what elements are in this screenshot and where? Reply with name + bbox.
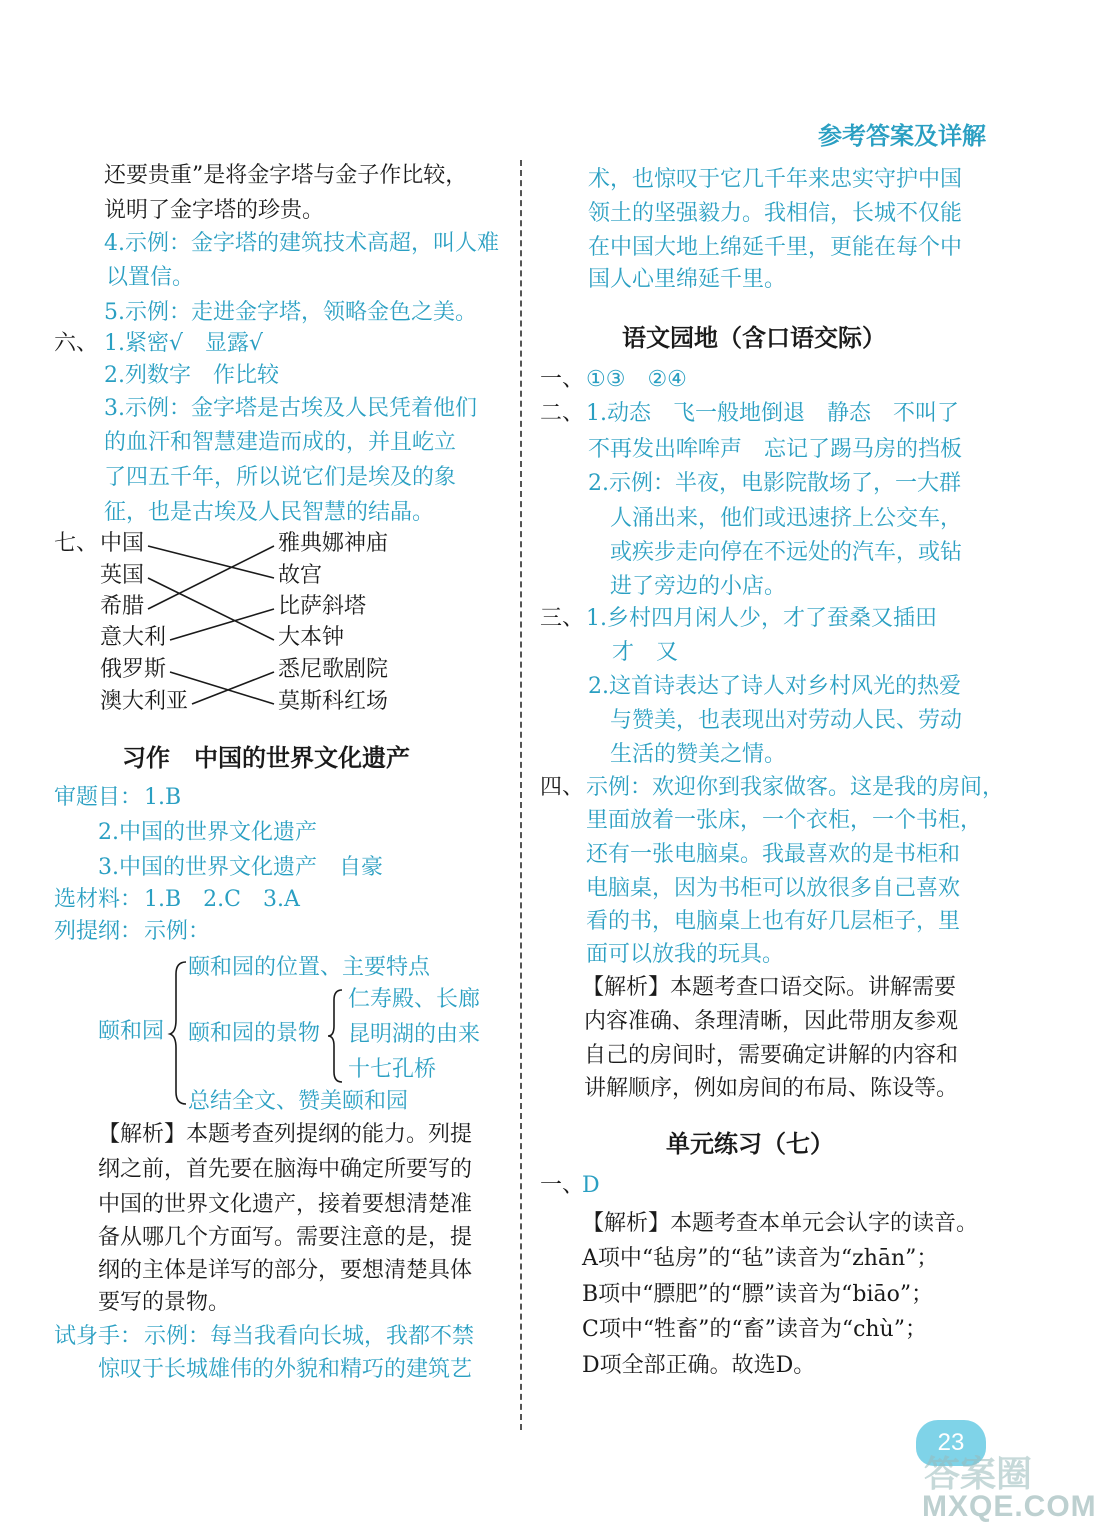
- analysis-line: 备从哪几个方面写。需要注意的是，提: [98, 1225, 473, 1250]
- answer-line: 术，也惊叹于它几千年来忠实守护中国: [588, 167, 963, 192]
- matching-line: [192, 672, 274, 704]
- outline-branch-2: 颐和园的景物: [188, 1021, 321, 1046]
- answer-line: 4.示例：金字塔的建筑技术高超，叫人难: [104, 231, 499, 256]
- matching-country: 英国: [100, 563, 145, 588]
- answer-line: 进了旁边的小店。: [610, 574, 787, 599]
- answer-line: 征，也是古埃及人民智慧的结晶。: [104, 500, 435, 525]
- question-number: 三、: [540, 606, 585, 631]
- answer-line: C项中“牲畜”的“畜”读音为“chù”；: [582, 1317, 927, 1342]
- answer-line: 面可以放我的玩具。: [586, 942, 785, 967]
- answer-line: 里面放着一张床，一个衣柜，一个书柜，: [586, 808, 983, 833]
- answer-line: 1.乡村四月闲人少，才了蚕桑又插田: [586, 606, 937, 631]
- answer-line: 3.中国的世界文化遗产 自豪: [98, 855, 383, 880]
- outline-brace-sub: [326, 986, 348, 1086]
- answer-line: 还要贵重”是将金字塔与金子作比较，: [104, 163, 468, 188]
- page-number: 23: [916, 1420, 986, 1466]
- column-divider: [520, 160, 522, 1430]
- answer-line: 2.示例：半夜，电影院散场了，一大群: [588, 471, 961, 496]
- outline-sub-1: 仁寿殿、长廊: [348, 987, 481, 1012]
- analysis-line: 中国的世界文化遗产，接着要想清楚准: [98, 1192, 473, 1217]
- question-number: 一、: [540, 1173, 585, 1198]
- answer-line: 在中国大地上绵延千里，更能在每个中: [588, 235, 963, 260]
- item-label: 审题目：: [54, 785, 143, 810]
- answer-line: 电脑桌，因为书柜可以放很多自己喜欢: [586, 876, 961, 901]
- matching-country: 澳大利亚: [100, 689, 189, 714]
- answer-line: 2.列数字 作比较: [104, 363, 279, 388]
- question-number: 六、: [54, 331, 99, 356]
- matching-country: 意大利: [100, 625, 167, 650]
- outline-root: 颐和园: [98, 1019, 165, 1044]
- answer-line: 与赞美，也表现出对劳动人民、劳动: [610, 708, 963, 733]
- answer-line: 1.B: [144, 785, 182, 810]
- answer-line: 了四五千年，所以说它们是埃及的象: [104, 465, 457, 490]
- outline-sub-2: 昆明湖的由来: [348, 1022, 481, 1047]
- answer-line: D项全部正确。故选D。: [582, 1353, 816, 1378]
- question-number: 四、: [540, 775, 585, 800]
- matching-site: 比萨斜塔: [278, 594, 367, 619]
- answer-line: 领土的坚强毅力。我相信，长城不仅能: [588, 201, 963, 226]
- answer-line: 不再发出哞哞声 忘记了踢马房的挡板: [588, 437, 963, 462]
- header-title: 参考答案及详解: [818, 122, 986, 150]
- question-number: 一、: [540, 367, 585, 392]
- matching-line: [148, 578, 274, 640]
- answer-line: 自己的房间时，需要确定讲解的内容和: [584, 1043, 959, 1068]
- section-title-writing: 习作 中国的世界文化遗产: [122, 744, 410, 772]
- matching-site: 故宫: [278, 563, 323, 588]
- answer-line: 1.紧密√ 显露√: [104, 331, 264, 356]
- outline-branch-1: 颐和园的位置、主要特点: [188, 955, 431, 980]
- matching-line: [148, 546, 274, 609]
- answer-line: D: [582, 1173, 600, 1198]
- question-number: 二、: [540, 401, 585, 426]
- answer-line: 3.示例：金字塔是古埃及人民凭着他们: [104, 396, 477, 421]
- matching-site: 悉尼歌剧院: [278, 657, 389, 682]
- answer-line: B项中“膘肥”的“膘”读音为“biāo”；: [582, 1282, 934, 1307]
- answer-line: 人涌出来，他们或迅速挤上公交车，: [610, 506, 963, 531]
- answer-line: 说明了金字塔的珍贵。: [104, 198, 325, 223]
- section-title-unit: 单元练习（七）: [666, 1130, 834, 1158]
- answer-line: 2.这首诗表达了诗人对乡村风光的热爱: [588, 674, 961, 699]
- matching-prefix: 七、: [54, 531, 99, 556]
- answer-line: 示例：欢迎你到我家做客。这是我的房间，: [586, 775, 1005, 800]
- answer-line: A项中“毡房”的“毡”读音为“zhān”；: [582, 1246, 939, 1271]
- answer-line: 1.B 2.C 3.A: [144, 887, 300, 912]
- analysis-line: 【解析】本题考查列提纲的能力。列提: [98, 1122, 473, 1147]
- analysis-line: 要写的景物。: [98, 1290, 231, 1315]
- watermark-logo: 答案圈 MXQE.COM: [922, 1454, 1097, 1523]
- answer-line: 内容准确、条理清晰，因此带朋友参观: [584, 1009, 959, 1034]
- answer-line: 生活的赞美之情。: [610, 742, 787, 767]
- answer-line: 看的书，电脑桌上也有好几层柜子，里: [586, 909, 961, 934]
- section-title-yuwen: 语文园地（含口语交际）: [622, 324, 886, 352]
- answer-line: 讲解顺序，例如房间的布局、陈设等。: [584, 1076, 959, 1101]
- item-label: 选材料：: [54, 887, 143, 912]
- answer-line: 【解析】本题考查口语交际。讲解需要: [582, 975, 957, 1000]
- matching-line: [148, 546, 274, 578]
- matching-site: 雅典娜神庙: [278, 531, 389, 556]
- matching-site: 大本钟: [278, 625, 345, 650]
- answer-line: 5.示例：走进金字塔，领略金色之美。: [104, 300, 477, 325]
- answer-line: 惊叹于长城雄伟的外貌和精巧的建筑艺: [98, 1357, 473, 1382]
- analysis-line: 纲之前，首先要在脑海中确定所要写的: [98, 1157, 473, 1182]
- item-label: 列提纲：: [54, 919, 143, 944]
- answer-line: 的血汗和智慧建造而成的，并且屹立: [104, 430, 457, 455]
- answer-line: 示例：每当我看向长城，我都不禁: [144, 1324, 475, 1349]
- answer-line: ①③ ②④: [586, 367, 687, 392]
- answer-line: 才 又: [612, 640, 679, 665]
- answer-line: 或疾步走向停在不远处的汽车，或钻: [610, 540, 963, 565]
- matching-site: 莫斯科红场: [278, 689, 389, 714]
- matching-country: 希腊: [100, 594, 145, 619]
- matching-line: [170, 609, 274, 640]
- answer-line: 还有一张电脑桌。我最喜欢的是书柜和: [586, 842, 961, 867]
- matching-country: 俄罗斯: [100, 657, 167, 682]
- answer-line: 以置信。: [106, 265, 195, 290]
- outline-branch-3: 总结全文、赞美颐和园: [188, 1089, 409, 1114]
- item-label: 试身手：: [54, 1324, 143, 1349]
- answer-line: 【解析】本题考查本单元会认字的读音。: [582, 1211, 979, 1236]
- answer-line: 1.动态 飞一般地倒退 静态 不叫了: [586, 401, 959, 426]
- matching-country: 中国: [100, 531, 145, 556]
- analysis-line: 纲的主体是详写的部分，要想清楚具体: [98, 1258, 473, 1283]
- answer-line: 2.中国的世界文化遗产: [98, 820, 317, 845]
- answer-line: 示例：: [144, 919, 211, 944]
- answer-line: 国人心里绵延千里。: [588, 267, 787, 292]
- outline-sub-3: 十七孔桥: [348, 1057, 437, 1082]
